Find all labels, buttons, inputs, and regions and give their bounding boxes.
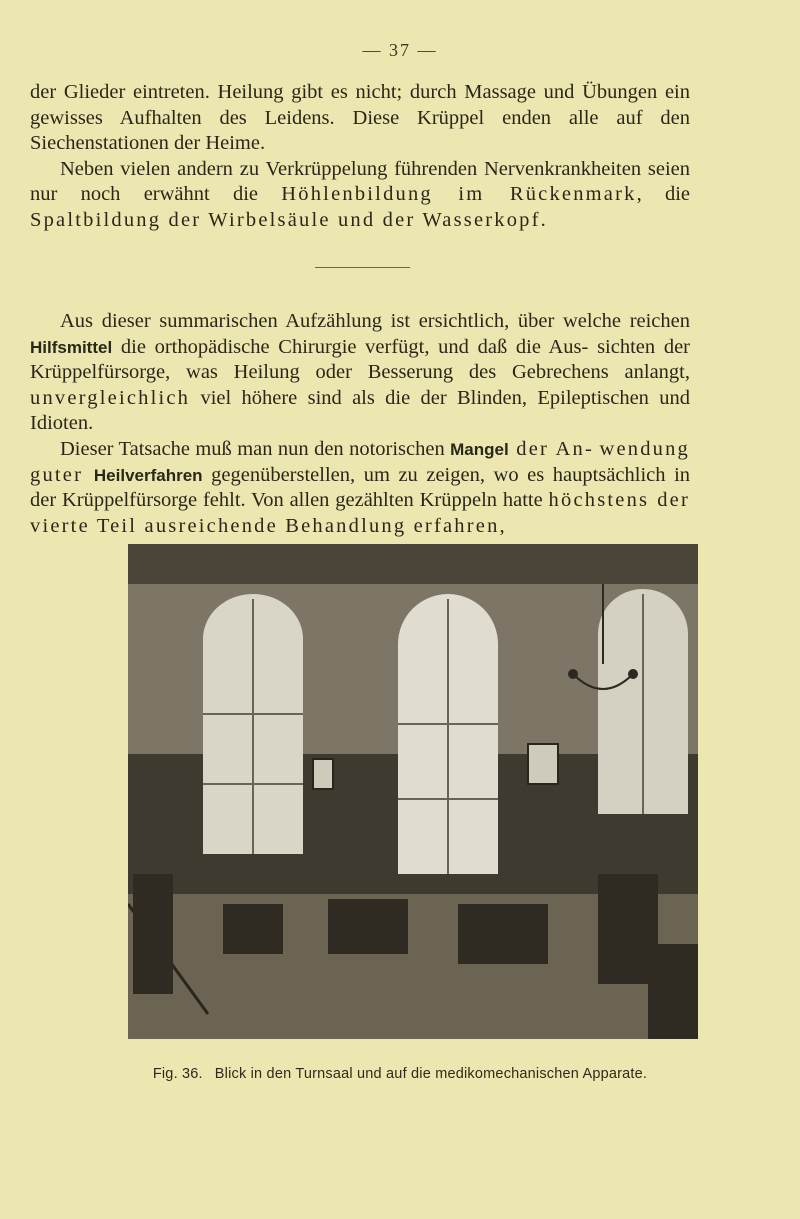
spaced-term: Höhlenbildung im Rückenmark bbox=[281, 183, 637, 206]
section-divider bbox=[315, 267, 410, 268]
paragraph-3 bbox=[30, 309, 690, 437]
paragraph-1 bbox=[30, 80, 690, 157]
paragraph-4 bbox=[30, 437, 690, 539]
window-right bbox=[598, 589, 688, 814]
paragraph-1-line: auf den Siechenstationen der Heime. bbox=[30, 106, 691, 155]
paragraph-2-text: , die bbox=[636, 183, 691, 206]
paragraph-2-text: seien nur noch erwähnt die bbox=[30, 157, 691, 206]
paragraph-3-text: reichen bbox=[629, 310, 691, 332]
paragraph-3-line: und Idioten. bbox=[30, 386, 690, 435]
page-number: — 37 — bbox=[362, 40, 438, 60]
paragraph-3-text: anlangt, bbox=[624, 361, 690, 384]
paragraph-1-line: Übungen ein gewisses Aufhalten des Leidens. Diese Krüppel enden alle bbox=[30, 81, 691, 129]
bold-term: Heilverfahren bbox=[93, 465, 203, 485]
paragraph-3-text: viel höhere sind als die der Blinden, Epileptischen bbox=[190, 386, 649, 409]
bold-term: Mangel bbox=[450, 439, 509, 459]
ceiling-beam bbox=[128, 544, 698, 584]
figure-label: Fig. 36. bbox=[152, 1066, 203, 1082]
spaced-term: wendung guter bbox=[30, 437, 690, 486]
figure-photo-gymnasium bbox=[128, 544, 698, 1039]
bold-term: Hilfsmittel bbox=[30, 337, 113, 357]
paragraph-2 bbox=[30, 157, 690, 234]
paragraph-2-line: Neben vielen andern zu Verkrüppelung führenden Nervenkrankheiten bbox=[60, 157, 642, 180]
wall-frame bbox=[313, 759, 333, 789]
paragraph-3-line: sichten der Krüppelfürsorge, was Heilung oder Besserung des Gebrechens bbox=[30, 335, 690, 384]
window-left bbox=[203, 594, 303, 854]
paragraph-4-text: hatte bbox=[502, 489, 549, 512]
gymnasium-illustration bbox=[128, 544, 698, 1039]
paragraph-1-line: der Glieder eintreten. Heilung gibt es nicht; durch Massage und bbox=[30, 81, 575, 103]
window-center bbox=[398, 594, 498, 874]
spaced-term: Spaltbildung der Wirbelsäule und der Wasserkopf bbox=[30, 208, 541, 231]
paragraph-4-text: , bbox=[499, 514, 505, 537]
spaced-term: der An- bbox=[508, 437, 595, 460]
paragraph-4-line: hauptsächlich in der Krüppelfürsorge fehlt. Von allen gezählten Krüppeln bbox=[30, 463, 691, 512]
wall-frame bbox=[528, 744, 558, 784]
paragraph-2-text: . bbox=[540, 208, 546, 231]
text-block-middle bbox=[30, 309, 690, 539]
paragraph-3-text: die orthopädische Chirurgie verfügt, und daß die Aus- bbox=[112, 335, 589, 358]
paragraph-3-line: Aus dieser summarischen Aufzählung ist ersichtlich, über welche bbox=[60, 310, 622, 332]
paragraph-4-text: Dieser Tatsache muß man nun den notorischen bbox=[60, 437, 451, 460]
paragraph-4-text: gegenüberstellen, um zu zeigen, wo es bbox=[202, 463, 545, 486]
text-block-top bbox=[30, 80, 690, 234]
figure-caption bbox=[0, 1066, 800, 1082]
spaced-term: höchstens der vierte Teil ausreichende Behandlung erfahren bbox=[30, 489, 690, 537]
spaced-term: unvergleichlich bbox=[30, 386, 191, 409]
caption-text: Blick in den Turnsaal und auf die medikomechanischen Apparate. bbox=[214, 1066, 648, 1082]
